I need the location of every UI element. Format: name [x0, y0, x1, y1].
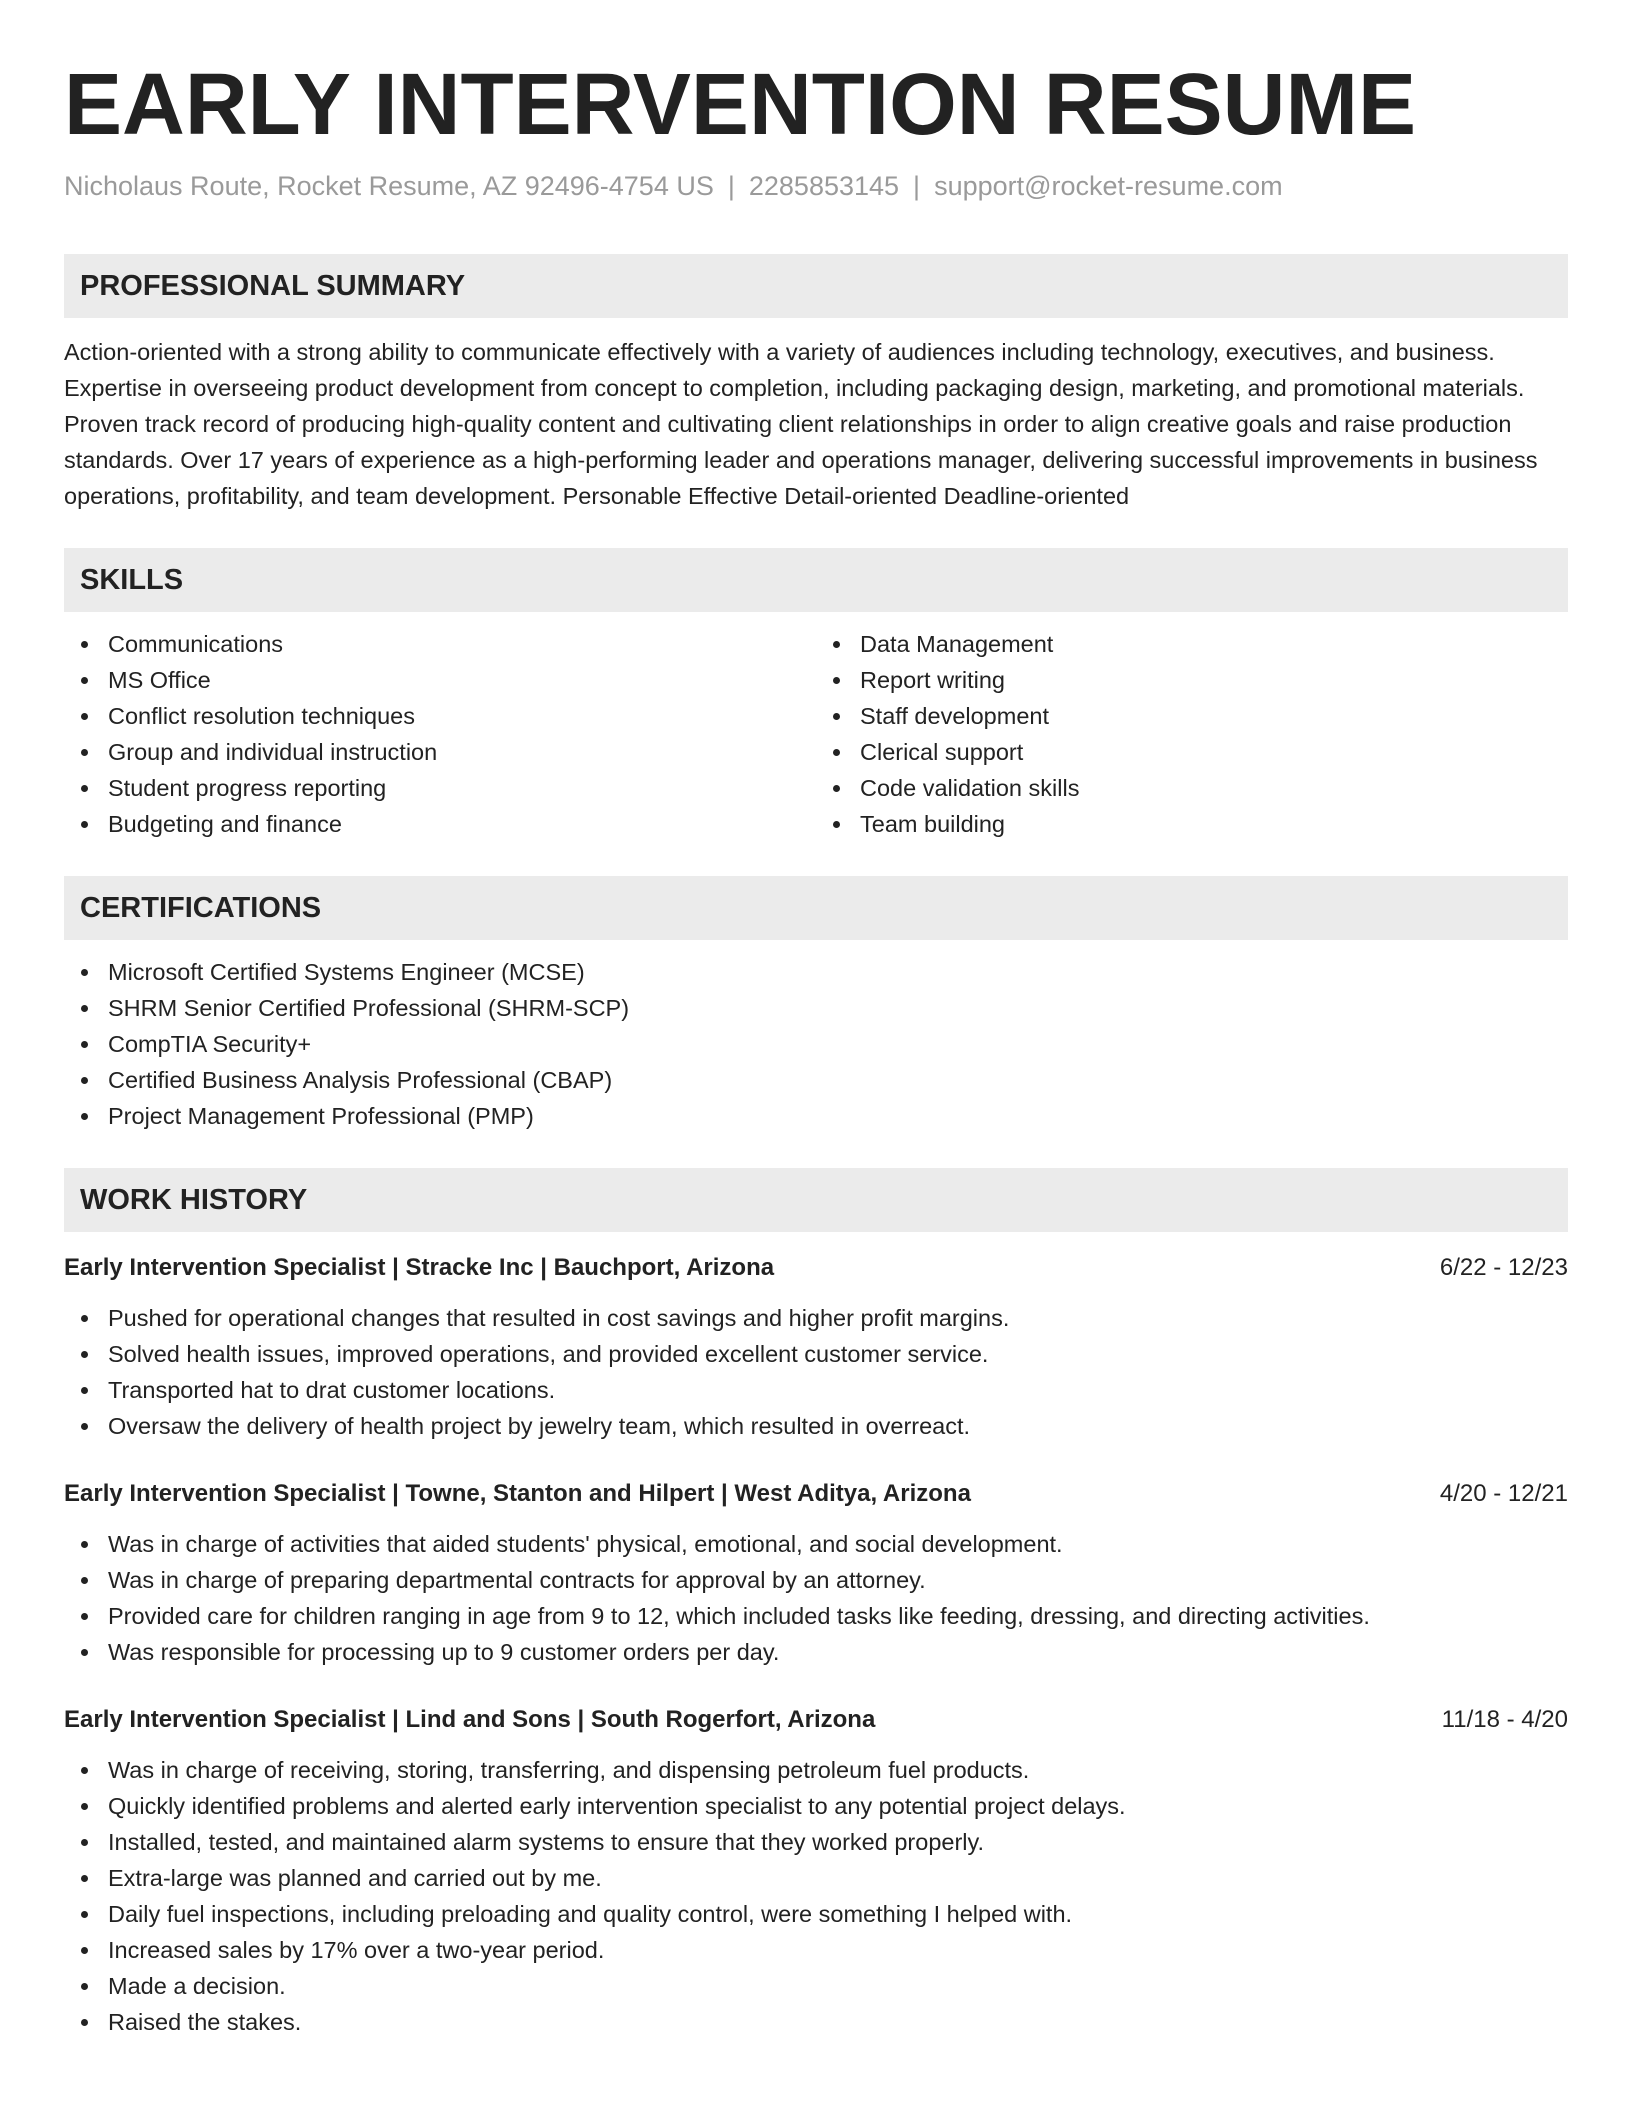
skill-item: Student progress reporting: [108, 770, 816, 806]
certification-item: Certified Business Analysis Professional (CBAP): [108, 1062, 1568, 1098]
job-bullet: Was in charge of preparing departmental contracts for approval by an attorney.: [108, 1562, 1568, 1598]
skills-grid: [64, 612, 1568, 842]
job-bullet: Raised the stakes.: [108, 2004, 1568, 2040]
certification-item: Microsoft Certified Systems Engineer (MCSE): [108, 954, 1568, 990]
certification-item: CompTIA Security+: [108, 1026, 1568, 1062]
job-dates: 4/20 - 12/21: [1439, 1480, 1568, 1507]
skill-item: Data Management: [860, 626, 1568, 662]
certification-item: Project Management Professional (PMP): [108, 1098, 1568, 1134]
resume-title: EARLY INTERVENTION RESUME: [64, 56, 1416, 153]
job-bullet: Provided care for children ranging in age from 9 to 12, which included tasks like feeding, dressing, and directing activities.: [108, 1598, 1568, 1634]
job-bullet: Was responsible for processing up to 9 customer orders per day.: [108, 1634, 1568, 1670]
job-bullet: Oversaw the delivery of health project by jewelry team, which resulted in overreact.: [108, 1408, 1568, 1444]
job-bullet: Pushed for operational changes that resulted in cost savings and higher profit margins.: [108, 1300, 1568, 1336]
skill-item: Code validation skills: [860, 770, 1568, 806]
summary-text: Action-oriented with a strong ability to communicate effectively with a variety of audiences including technology, executives, and business. Expertise in overseeing product development from concept to completion, including packaging design, marketing, and promotional materials. Proven track record of producing high-quality content and cultivating client relationships in order to align creative goals and raise production standards. Over 17 years of experience as a high-performing leader and operations manager, delivering successful improvements in business operations, profitability, and team development. Personable Effective Detail-oriented Deadline-oriented: [64, 339, 1538, 509]
job-bullet: Installed, tested, and maintained alarm systems to ensure that they worked properly.: [108, 1824, 1568, 1860]
job-title: Early Intervention Specialist | Towne, Stanton and Hilpert | West Aditya, Arizona: [64, 1480, 971, 1507]
job-header: [64, 1476, 1568, 1512]
skill-item: MS Office: [108, 662, 816, 698]
skill-item: Clerical support: [860, 734, 1568, 770]
skill-item: Team building: [860, 806, 1568, 842]
job-header: [64, 1250, 1568, 1286]
job-bullet: Transported hat to drat customer locations.: [108, 1372, 1568, 1408]
section-header-work-history: WORK HISTORY: [64, 1168, 1568, 1232]
job-bullet: Quickly identified problems and alerted early intervention specialist to any potential project delays.: [108, 1788, 1568, 1824]
contact-line: [64, 168, 1568, 204]
contact-phone: 2285853145: [748, 171, 900, 201]
job-bullet: Solved health issues, improved operations, and provided excellent customer service.: [108, 1336, 1568, 1372]
job-bullet: Extra-large was planned and carried out by me.: [108, 1860, 1568, 1896]
contact-email: support@rocket-resume.com: [934, 171, 1283, 201]
job-entry: [64, 1476, 1568, 1670]
skill-item: Communications: [108, 626, 816, 662]
job-bullets: [64, 1752, 1568, 2040]
job-bullets: [64, 1300, 1568, 1444]
job-title: Early Intervention Specialist | Lind and Sons | South Rogerfort, Arizona: [64, 1706, 876, 1733]
section-header-certifications: CERTIFICATIONS: [64, 876, 1568, 940]
job-entry: [64, 1702, 1568, 2040]
section-header-summary: PROFESSIONAL SUMMARY: [64, 254, 1568, 318]
job-bullet: Daily fuel inspections, including preloading and quality control, were something I helped with.: [108, 1896, 1568, 1932]
contact-address: Nicholaus Route, Rocket Resume, AZ 92496-4754 US: [64, 171, 714, 201]
job-bullet: Was in charge of receiving, storing, transferring, and dispensing petroleum fuel products.: [108, 1752, 1568, 1788]
job-bullet: Increased sales by 17% over a two-year period.: [108, 1932, 1568, 1968]
skill-item: Conflict resolution techniques: [108, 698, 816, 734]
skills-list-left: [64, 626, 816, 842]
job-bullet: Made a decision.: [108, 1968, 1568, 2004]
job-bullet: Was in charge of activities that aided students' physical, emotional, and social development.: [108, 1526, 1568, 1562]
certification-item: SHRM Senior Certified Professional (SHRM-SCP): [108, 990, 1568, 1026]
skill-item: Budgeting and finance: [108, 806, 816, 842]
skills-list-right: [816, 626, 1568, 842]
job-bullets: [64, 1526, 1568, 1670]
section-header-skills: SKILLS: [64, 548, 1568, 612]
certifications-list: [64, 954, 1568, 1134]
skill-item: Staff development: [860, 698, 1568, 734]
skill-item: Group and individual instruction: [108, 734, 816, 770]
job-entry: [64, 1250, 1568, 1444]
job-header: [64, 1702, 1568, 1738]
job-dates: 6/22 - 12/23: [1439, 1254, 1568, 1281]
skill-item: Report writing: [860, 662, 1568, 698]
job-title: Early Intervention Specialist | Stracke Inc | Bauchport, Arizona: [64, 1254, 775, 1281]
job-dates: 11/18 - 4/20: [1441, 1706, 1568, 1733]
contact-separator: |: [727, 171, 735, 201]
contact-separator: |: [913, 171, 921, 201]
